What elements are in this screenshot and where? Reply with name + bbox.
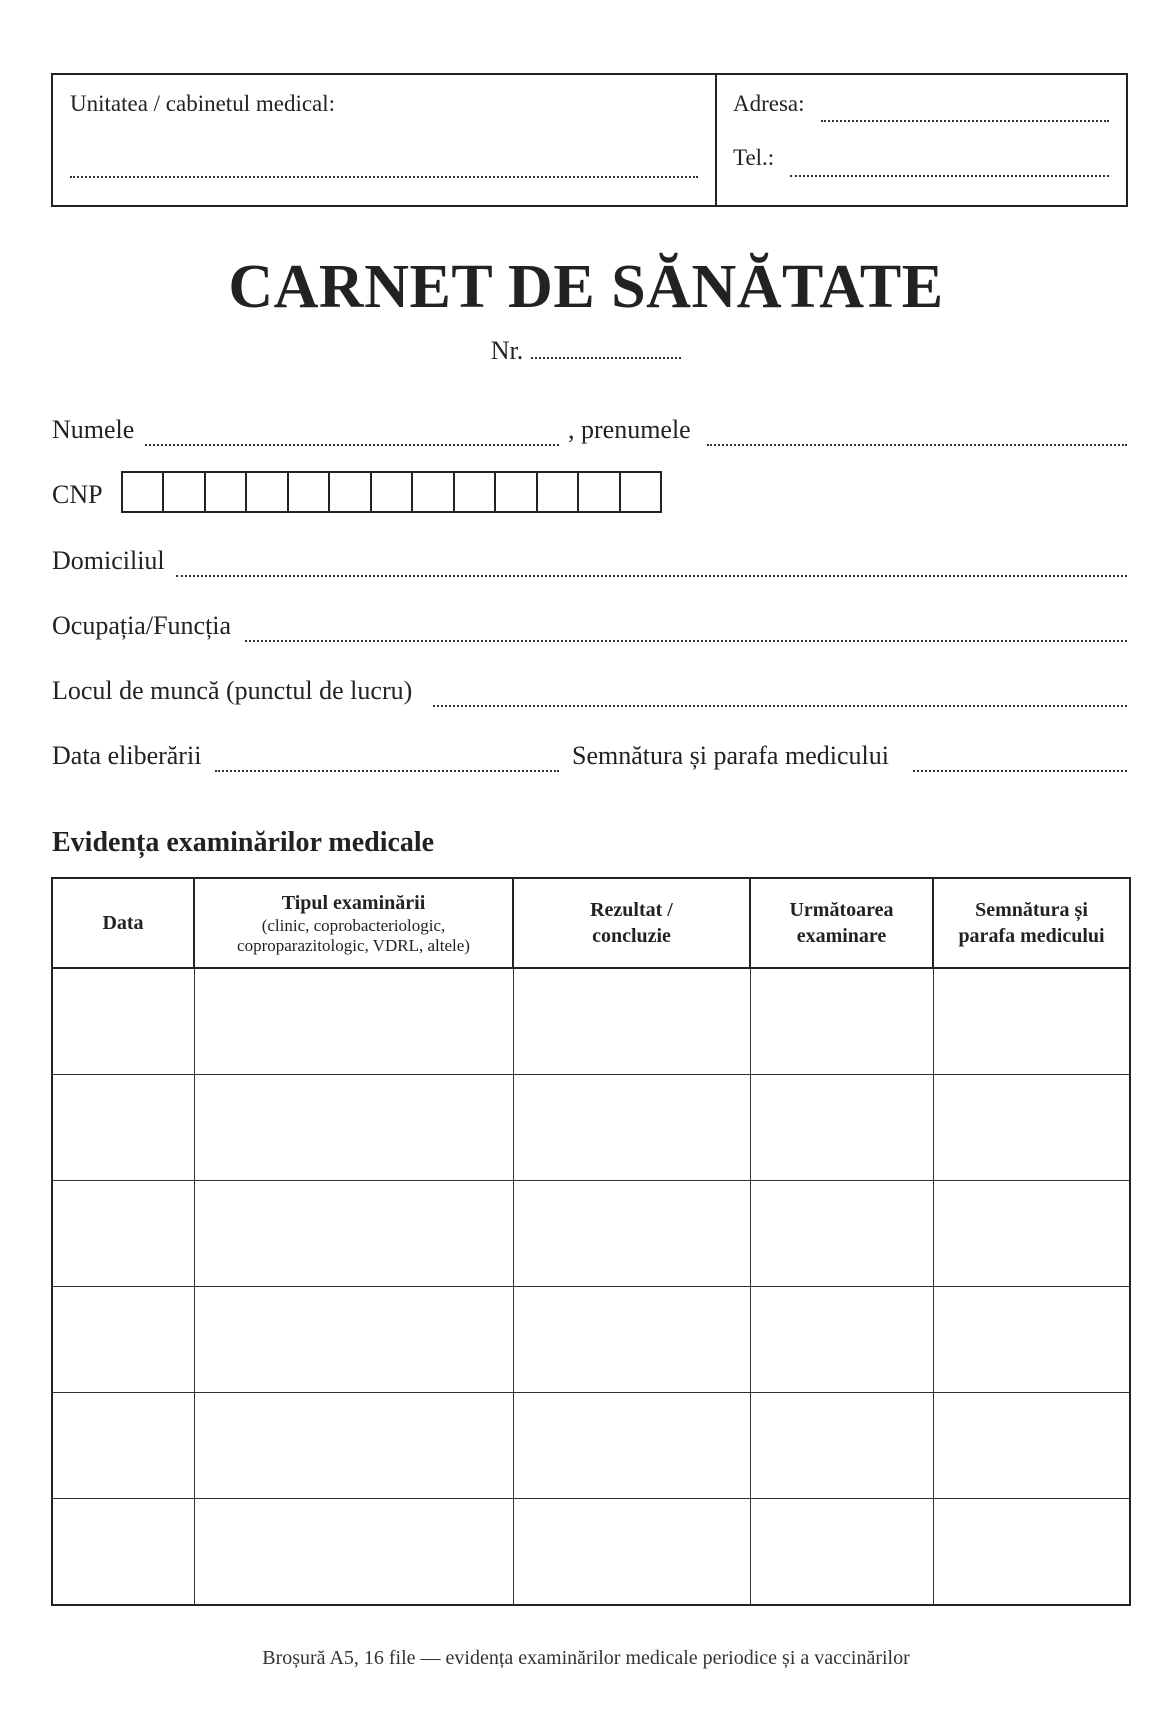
exam-type-cell[interactable] xyxy=(194,968,513,1075)
exam-type-cell[interactable] xyxy=(194,1499,513,1606)
col-header-next-exam-label: Următoarea examinare xyxy=(789,899,894,947)
table-row xyxy=(52,1499,1130,1606)
cnp-digit-box[interactable] xyxy=(621,473,660,511)
workplace-label: Locul de muncă (punctul de lucru) xyxy=(52,676,413,705)
date-cell[interactable] xyxy=(52,1287,194,1393)
card-number-label: Nr. xyxy=(490,336,524,365)
cnp-digit-box[interactable] xyxy=(413,473,454,511)
table-row xyxy=(52,968,1130,1075)
date-cell[interactable] xyxy=(52,1393,194,1499)
date-cell[interactable] xyxy=(52,1075,194,1181)
cnp-digit-box[interactable] xyxy=(330,473,371,511)
cnp-digit-box[interactable] xyxy=(164,473,205,511)
contact-section xyxy=(717,75,1126,205)
table-row xyxy=(52,1287,1130,1393)
result-cell[interactable] xyxy=(513,1499,750,1606)
col-header-signature xyxy=(933,878,1130,968)
address-label: Adresa: xyxy=(733,91,805,116)
col-header-next-exam xyxy=(750,878,933,968)
medical-unit-field[interactable] xyxy=(70,176,698,178)
exam-table xyxy=(51,877,1131,1606)
issue-date-field[interactable] xyxy=(215,770,559,772)
exam-type-cell[interactable] xyxy=(194,1393,513,1499)
exam-type-cell[interactable] xyxy=(194,1075,513,1181)
phone-label: Tel.: xyxy=(733,145,775,170)
last-name-field[interactable] xyxy=(145,444,559,446)
exam-table-body xyxy=(52,968,1130,1605)
col-header-exam-type-label: Tipul examinării xyxy=(281,892,426,914)
workplace-field[interactable] xyxy=(433,705,1127,707)
result-cell[interactable] xyxy=(513,1181,750,1287)
cnp-digit-box[interactable] xyxy=(206,473,247,511)
cnp-digit-box[interactable] xyxy=(123,473,164,511)
footer-note: Broșură A5, 16 file — evidența examinărilor medicale periodice și a vaccinărilor xyxy=(262,1647,910,1669)
signature-field[interactable] xyxy=(913,770,1127,772)
medical-unit-label: Unitatea / cabinetul medical: xyxy=(70,91,336,116)
signature-cell[interactable] xyxy=(933,1499,1130,1606)
result-cell[interactable] xyxy=(513,1393,750,1499)
cnp-digit-box[interactable] xyxy=(372,473,413,511)
exam-type-cell[interactable] xyxy=(194,1287,513,1393)
domicile-label: Domiciliul xyxy=(52,546,165,575)
date-cell[interactable] xyxy=(52,1499,194,1606)
card-number-field[interactable] xyxy=(531,357,681,359)
result-cell[interactable] xyxy=(513,1075,750,1181)
cnp-digit-box[interactable] xyxy=(455,473,496,511)
col-header-result-label: Rezultat / concluzie xyxy=(590,899,673,947)
cnp-digit-box[interactable] xyxy=(496,473,537,511)
col-header-result xyxy=(513,878,750,968)
signature-cell[interactable] xyxy=(933,968,1130,1075)
cnp-digit-box[interactable] xyxy=(247,473,288,511)
cnp-grid xyxy=(121,471,662,513)
header-box xyxy=(51,73,1128,207)
address-field[interactable] xyxy=(821,120,1109,122)
table-row xyxy=(52,1181,1130,1287)
cnp-digit-box[interactable] xyxy=(289,473,330,511)
cnp-digit-box[interactable] xyxy=(538,473,579,511)
exam-section-title: Evidența examinărilor medicale xyxy=(52,827,435,858)
signature-cell[interactable] xyxy=(933,1287,1130,1393)
domicile-field[interactable] xyxy=(176,575,1127,577)
first-name-field[interactable] xyxy=(707,444,1127,446)
exam-table-header xyxy=(52,878,1130,968)
exam-type-cell[interactable] xyxy=(194,1181,513,1287)
issue-date-label: Data eliberării xyxy=(52,741,202,770)
next-exam-cell[interactable] xyxy=(750,1075,933,1181)
cnp-label: CNP xyxy=(52,480,103,509)
last-name-label: Numele xyxy=(52,415,135,444)
result-cell[interactable] xyxy=(513,1287,750,1393)
occupation-field[interactable] xyxy=(245,640,1127,642)
col-header-signature-label: Semnătura și parafa medicului xyxy=(958,899,1105,947)
col-header-exam-type xyxy=(194,878,513,968)
date-cell[interactable] xyxy=(52,968,194,1075)
date-cell[interactable] xyxy=(52,1181,194,1287)
phone-field[interactable] xyxy=(790,175,1109,177)
occupation-label: Ocupația/Funcția xyxy=(52,611,232,640)
cnp-digit-box[interactable] xyxy=(579,473,620,511)
signature-label: Semnătura și parafa medicului xyxy=(572,741,889,770)
next-exam-cell[interactable] xyxy=(750,1499,933,1606)
next-exam-cell[interactable] xyxy=(750,1287,933,1393)
table-row xyxy=(52,1075,1130,1181)
document-title: CARNET DE SĂNĂTATE xyxy=(228,253,944,321)
medical-unit-section xyxy=(53,75,717,205)
result-cell[interactable] xyxy=(513,968,750,1075)
col-header-exam-type-sub: (clinic, coprobacteriologic, coproparazitologic, VDRL, altele) xyxy=(237,916,470,955)
col-header-date-label: Data xyxy=(102,912,144,934)
next-exam-cell[interactable] xyxy=(750,968,933,1075)
col-header-date xyxy=(52,878,194,968)
signature-cell[interactable] xyxy=(933,1181,1130,1287)
card-number xyxy=(0,336,1172,366)
next-exam-cell[interactable] xyxy=(750,1181,933,1287)
table-row xyxy=(52,1393,1130,1499)
next-exam-cell[interactable] xyxy=(750,1393,933,1499)
first-name-label: , prenumele xyxy=(568,415,691,444)
signature-cell[interactable] xyxy=(933,1393,1130,1499)
signature-cell[interactable] xyxy=(933,1075,1130,1181)
